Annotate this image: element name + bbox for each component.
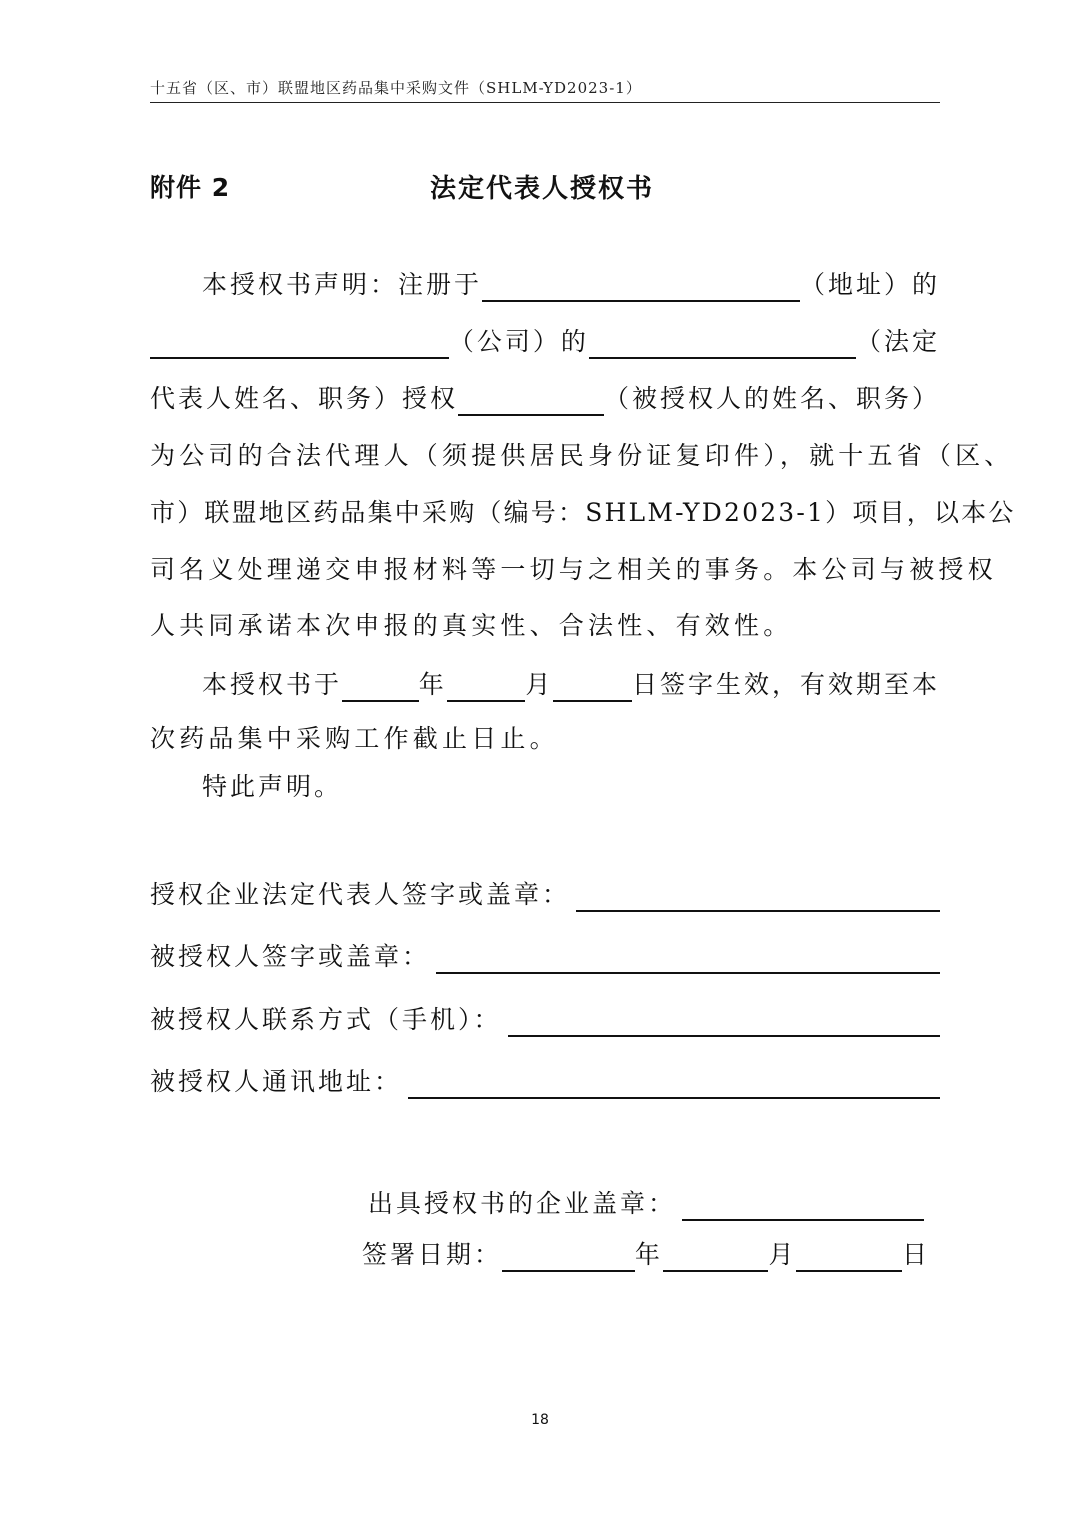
document-title: 法定代表人授权书 [430, 174, 655, 204]
address-blank[interactable] [482, 270, 800, 302]
contact-blank[interactable] [508, 1005, 940, 1037]
body-text: 年 [418, 670, 447, 699]
body-text: 月 [525, 670, 554, 699]
body-line-1 [150, 268, 940, 302]
running-header: 十五省（区、市）联盟地区药品集中采购文件（SHLM-YD2023-1） [150, 78, 940, 103]
contact-line [150, 1003, 940, 1037]
authorized-signature-blank[interactable] [436, 942, 940, 974]
body-line-7: 人共同承诺本次申报的真实性、合法性、有效性。 [150, 611, 793, 640]
body-line-10: 特此声明。 [202, 772, 343, 801]
body-text: （被授权人的姓名、职务） [603, 384, 940, 413]
body-line-8 [150, 668, 940, 702]
body-line-5: 市）联盟地区药品集中采购（编号：SHLM-YD2023-1）项目，以本公 [150, 498, 1016, 527]
signing-year-blank[interactable] [502, 1240, 635, 1272]
legal-rep-signature-blank[interactable] [576, 880, 940, 912]
signature-label: 被授权人通讯地址： [150, 1067, 403, 1096]
body-text: （公司）的 [448, 327, 589, 356]
date-label: 签署日期： [362, 1240, 503, 1269]
signing-month-blank[interactable] [663, 1240, 769, 1272]
body-text: （法定 [855, 327, 940, 356]
effective-year-blank[interactable] [342, 670, 419, 702]
authorized-person-blank[interactable] [458, 384, 604, 416]
body-text: （地址）的 [799, 270, 940, 299]
company-blank[interactable] [150, 327, 449, 359]
body-text: 日签字生效，有效期至本 [632, 670, 941, 699]
date-unit: 日 [902, 1240, 931, 1269]
page-number: 18 [531, 1412, 549, 1428]
legal-rep-blank[interactable] [589, 327, 856, 359]
seal-label: 出具授权书的企业盖章： [368, 1189, 677, 1218]
body-line-6: 司名义处理递交申报材料等一切与之相关的事务。本公司与被授权 [150, 555, 997, 584]
signature-label: 被授权人签字或盖章： [150, 942, 431, 971]
company-seal-blank[interactable] [682, 1189, 924, 1221]
title-row [150, 168, 940, 204]
date-unit: 年 [634, 1240, 663, 1269]
body-line-2 [150, 325, 940, 359]
effective-day-blank[interactable] [553, 670, 632, 702]
signature-label: 被授权人联系方式（手机）： [150, 1005, 502, 1034]
attachment-label: 附件 2 [150, 173, 231, 202]
address-line [150, 1065, 940, 1099]
body-line-9: 次药品集中采购工作截止日止。 [150, 724, 559, 753]
body-text: 本授权书声明：注册于 [202, 270, 483, 299]
legal-rep-signature-line [150, 878, 940, 912]
body-line-4: 为公司的合法代理人（须提供居民身份证复印件），就十五省（区、 [150, 441, 1014, 470]
body-text: 代表人姓名、职务）授权 [150, 384, 459, 413]
signing-day-blank[interactable] [796, 1240, 902, 1272]
signature-label: 授权企业法定代表人签字或盖章： [150, 880, 571, 909]
body-text: 本授权书于 [202, 670, 343, 699]
effective-month-blank[interactable] [447, 670, 526, 702]
mailing-address-blank[interactable] [408, 1067, 940, 1099]
authorized-signature-line [150, 940, 940, 974]
signing-date-line [362, 1238, 930, 1272]
company-seal-line [368, 1187, 924, 1221]
date-unit: 月 [768, 1240, 797, 1269]
body-line-3 [150, 382, 940, 416]
